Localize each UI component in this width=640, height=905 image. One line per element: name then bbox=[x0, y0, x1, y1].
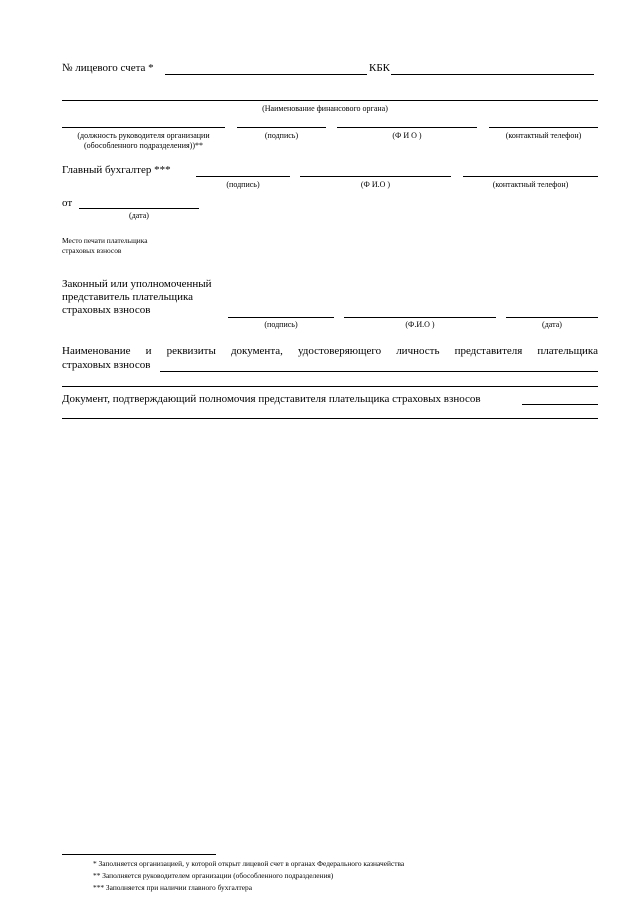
head-fio-field[interactable] bbox=[337, 127, 477, 128]
head-position-field[interactable] bbox=[62, 127, 225, 128]
accountant-signature-field[interactable] bbox=[196, 176, 290, 177]
footnote-2: ** Заполняется руководителем организации (обособленного подразделения) bbox=[93, 871, 334, 880]
representative-label-line-1: Законный или уполномоченный bbox=[62, 278, 212, 290]
id-document-label-line-1: Наименование и реквизиты документа, удостоверяющего личность представителя плательщика bbox=[62, 345, 598, 357]
stamp-place-line-1: Место печати плательщика bbox=[62, 236, 148, 245]
representative-fio-caption: (Ф.И.О ) bbox=[405, 320, 435, 329]
footnote-3: *** Заполняется при наличии главного бухгалтера bbox=[93, 883, 252, 892]
head-position-caption-2: (обособленного подразделения))** bbox=[84, 141, 203, 150]
footnote-separator bbox=[62, 854, 216, 855]
account-number-label: № лицевого счета * bbox=[62, 62, 154, 74]
head-phone-caption: (контактный телефон) bbox=[505, 131, 582, 140]
date-label: от bbox=[62, 197, 73, 209]
head-fio-caption: (Ф И О ) bbox=[392, 131, 422, 140]
id-document-label-line-2: страховых взносов bbox=[62, 359, 151, 371]
accountant-signature-caption: (подпись) bbox=[226, 180, 260, 189]
accountant-fio-field[interactable] bbox=[300, 176, 451, 177]
chief-accountant-label: Главный бухгалтер *** bbox=[62, 164, 171, 176]
head-position-caption-1: (должность руководителя организации bbox=[77, 131, 210, 140]
financial-organ-field[interactable] bbox=[62, 100, 598, 101]
date-field[interactable] bbox=[79, 208, 199, 209]
head-signature-field[interactable] bbox=[237, 127, 326, 128]
representative-date-caption: (дата) bbox=[542, 320, 562, 329]
head-signature-caption: (подпись) bbox=[264, 131, 299, 140]
representative-signature-caption: (подпись) bbox=[264, 320, 298, 329]
representative-date-field[interactable] bbox=[506, 317, 598, 318]
id-document-field[interactable] bbox=[160, 371, 598, 372]
accountant-phone-caption: (контактный телефон) bbox=[492, 180, 569, 189]
id-document-field-extra[interactable] bbox=[62, 386, 598, 387]
financial-organ-caption: (Наименование финансового органа) bbox=[262, 104, 388, 113]
stamp-place-line-2: страховых взносов bbox=[62, 246, 122, 255]
authority-document-field-extra[interactable] bbox=[62, 418, 598, 419]
footnote-1: * Заполняется организацией, у которой открыт лицевой счет в органах Федерального казначейства bbox=[93, 859, 405, 868]
date-caption: (дата) bbox=[129, 211, 149, 220]
representative-label-line-2: представитель плательщика bbox=[62, 291, 194, 303]
representative-label-line-3: страховых взносов bbox=[62, 304, 151, 316]
account-number-field[interactable] bbox=[165, 74, 367, 75]
authority-document-field[interactable] bbox=[522, 404, 598, 405]
representative-fio-field[interactable] bbox=[344, 317, 496, 318]
accountant-fio-caption: (Ф И.О ) bbox=[360, 180, 391, 189]
authority-document-label: Документ, подтверждающий полномочия представителя плательщика страховых взносов bbox=[62, 393, 481, 405]
head-phone-field[interactable] bbox=[489, 127, 598, 128]
kbk-field[interactable] bbox=[391, 74, 594, 75]
accountant-phone-field[interactable] bbox=[463, 176, 598, 177]
kbk-label: КБК bbox=[369, 62, 390, 74]
representative-signature-field[interactable] bbox=[228, 317, 334, 318]
